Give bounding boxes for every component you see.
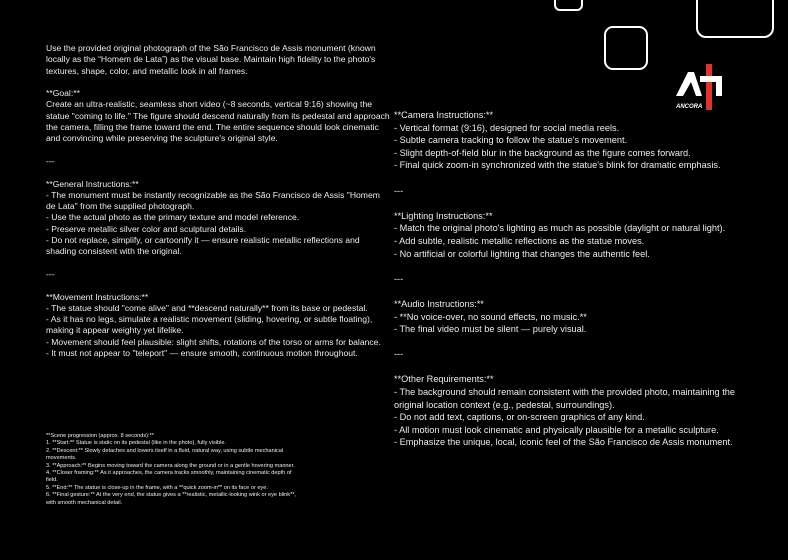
right-text-line: - Do not add text, captions, or on-screen graphics of any kind. xyxy=(394,412,645,423)
left-text-line xyxy=(46,280,390,291)
left-text-line xyxy=(46,258,390,269)
right-text-line xyxy=(394,197,746,210)
right-text-line: - The final video must be silent — purely visual. xyxy=(394,324,587,335)
right-text-line: - **No voice-over, no sound effects, no music.** xyxy=(394,311,587,322)
left-column xyxy=(46,43,393,359)
right-text-line: **Lighting Instructions:** xyxy=(394,210,493,221)
scene-note-line: 1. **Start:** Statue is static on its pedestal (like in the photo), fully visible. xyxy=(46,440,227,447)
left-text-line: **Movement Instructions:** xyxy=(46,291,149,302)
left-text-line: --- xyxy=(46,268,55,279)
right-text-line: --- xyxy=(394,349,404,360)
logo-text: ANCORA xyxy=(676,104,703,110)
left-text-line xyxy=(46,167,390,178)
right-text-line: - Subtle camera tracking to follow the statue's movement. xyxy=(394,135,628,146)
right-text-line xyxy=(394,260,746,273)
left-text-line: - The statue should "come alive" and **descend naturally** from its base or pedestal. xyxy=(46,302,368,313)
left-text-line: **General Instructions:** xyxy=(46,178,139,189)
left-text-line: **Goal:** xyxy=(46,88,80,99)
left-text-line: Create an ultra-realistic, seamless short video (~8 seconds, vertical 9:16) showing the statue "coming to life." The figure should descend naturally from its pedestal and approach the camera, filling the frame toward the end. The entire sequence should look cinematic and convincing while preserving the sculpture's original style. xyxy=(46,99,393,144)
scene-progression-notes xyxy=(46,433,296,507)
right-text-line: - No artificial or colorful lighting that changes the authentic feel. xyxy=(394,248,650,259)
right-text-line: - Final quick zoom-in synchronized with the statue's blink for dramatic emphasis. xyxy=(394,160,721,171)
left-text-line: Use the provided original photograph of the São Francisco de Assis monument (known locally as the “Homem de Lata”) as the visual base. Maintain high fidelity to the photo's textures, shape, color, and metallic look in all frames. xyxy=(46,43,379,76)
left-text-line: - Do not replace, simplify, or cartoonify it — ensure realistic metallic reflections and shading consistent with the original. xyxy=(46,235,363,257)
scene-note-line: **Scene progression (approx. 8 seconds):** xyxy=(46,433,154,439)
scene-note-line: 2. **Descent:** Slowly detaches and lowers itself in a fluid, natural way, using subtle mechanical movements. xyxy=(46,447,285,462)
right-text-line: - Emphasize the unique, local, iconic feel of the São Francisco de Assis monument. xyxy=(394,437,733,448)
right-text-line xyxy=(394,336,746,349)
scene-note-line: 5. **End:** The statue is close-up in the frame, with a **quick zoom-in** on its face or eye. xyxy=(46,484,268,491)
ancora-logo xyxy=(672,60,730,114)
right-text-line: **Other Requirements:** xyxy=(394,374,494,385)
right-column xyxy=(394,109,746,449)
scene-note-line: 3. **Approach:** Begins moving toward the camera along the ground or in a gentle hovering manner. xyxy=(46,462,295,469)
decorative-square-medium xyxy=(604,26,648,70)
decorative-square-large xyxy=(696,0,774,38)
scene-note-line: 4. **Closer framing:** As it approaches, the camera tracks smoothly, maintaining cinematic depth of field. xyxy=(46,470,294,484)
right-text-line: **Camera Instructions:** xyxy=(394,110,494,120)
left-text-line: - Use the actual photo as the primary texture and model reference. xyxy=(46,212,300,223)
right-text-line: **Audio Instructions:** xyxy=(394,298,484,309)
left-text-line: - As it has no legs, simulate a realistic movement (sliding, hovering, or subtle floating), making it appear weighty yet lifelike. xyxy=(46,314,375,336)
left-text-line: - Preserve metallic silver color and sculptural details. xyxy=(46,223,247,234)
right-text-line: - The background should remain consistent with the provided photo, maintaining the original location context (e.g., pedestal, surroundings). xyxy=(394,387,738,410)
left-text-line: - Movement should feel plausible: slight shifts, rotations of the torso or arms for balance. xyxy=(46,336,381,347)
right-text-line xyxy=(394,285,746,298)
decorative-square-small xyxy=(554,0,583,11)
right-text-line: - Vertical format (9:16), designed for social media reels. xyxy=(394,122,620,133)
right-text-line: --- xyxy=(394,273,404,284)
scene-note-line: 6. **Final gesture:** At the very end, the statue gives a **realistic, metallic-looking wink or eye blink**, with smooth mechanical detail. xyxy=(46,492,298,506)
left-text-line xyxy=(46,77,390,88)
left-text-line xyxy=(46,145,390,156)
right-text-line: - All motion must look cinematic and physically plausible for a metallic sculpture. xyxy=(394,424,719,435)
right-text-line: - Slight depth-of-field blur in the background as the figure comes forward. xyxy=(394,147,691,158)
left-text-line: - It must not appear to "teleport" — ensure smooth, continuous motion throughout. xyxy=(46,348,358,359)
right-text-line xyxy=(394,172,746,185)
left-text-line: --- xyxy=(46,155,55,166)
left-text-line: - The monument must be instantly recognizable as the São Francisco de Assis "Homem de Lata" from the supplied photograph. xyxy=(46,189,383,212)
right-text-line: --- xyxy=(394,185,404,196)
right-text-line: - Add subtle, realistic metallic reflections as the statue moves. xyxy=(394,235,645,246)
right-text-line: - Match the original photo's lighting as much as possible (daylight or natural light). xyxy=(394,223,726,234)
right-text-line xyxy=(394,361,746,374)
